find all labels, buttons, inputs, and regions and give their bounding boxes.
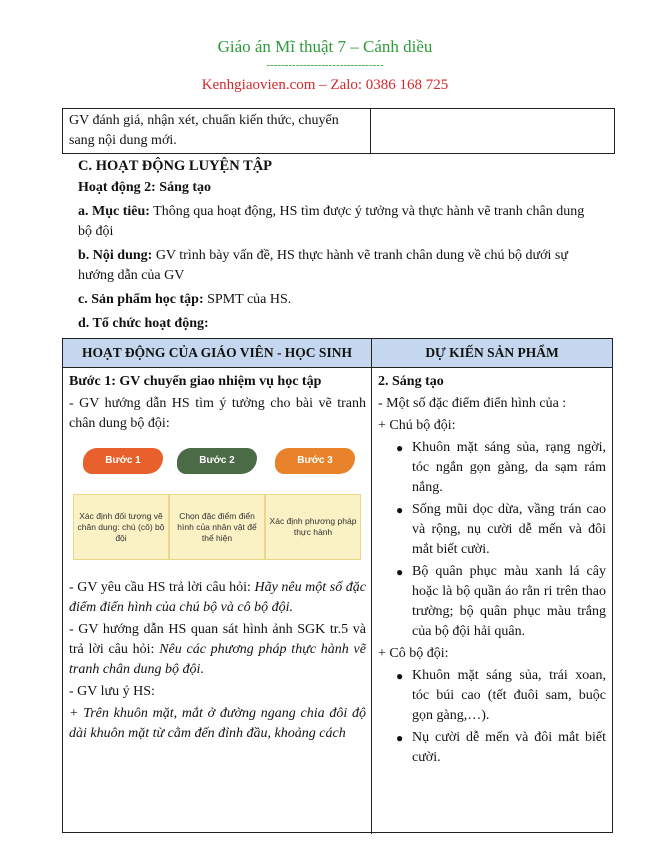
list-item-text: Bộ quân phục màu xanh lá cây hoặc là bộ quần áo rằn ri trên thao trường; bộ quân phục màu trắng của bộ đội hải quân. <box>412 564 606 639</box>
bullet-icon: ● <box>396 565 404 579</box>
table-header-teacher-student: HOẠT ĐỘNG CỦA GIÁO VIÊN - HỌC SINH <box>63 339 372 367</box>
instruction-2-question: Hãy nêu một số đặc điểm điển hình của chú bộ và cô bộ đội. <box>69 580 366 615</box>
instruction-paragraph-3 <box>69 620 366 680</box>
list-item <box>378 438 606 498</box>
header-site-link[interactable]: Kenhgiaovien.com – Zalo: 0386 168 725 <box>201 77 449 93</box>
product-text: SPMT của HS. <box>203 292 292 307</box>
female-traits-list <box>378 666 606 768</box>
list-item <box>378 500 606 560</box>
expected-product-column <box>372 368 612 834</box>
list-item-text: Khuôn mặt sáng sủa, rạng ngời, tóc ngắn gọn gàng, da sạm rám nắng. <box>412 440 606 495</box>
goal-paragraph <box>78 202 598 242</box>
step-2-card: Chọn đặc điểm điển hình của nhân vật để thể hiện <box>169 494 265 560</box>
instruction-3-question: Nêu các phương pháp thực hành vẽ tranh chân dung bộ đội. <box>69 642 366 677</box>
goal-label: a. Mục tiêu: <box>78 204 150 219</box>
section-heading: C. HOẠT ĐỘNG LUYỆN TẬP <box>78 158 273 174</box>
page-header <box>0 36 650 96</box>
step-1-card: Xác định đối tượng vẽ chân dung: chú (cô) bộ đội <box>73 494 169 560</box>
instruction-3-prefix: - GV hướng dẫn HS quan sát hình ảnh SGK tr.5 và trả lời câu hỏi: <box>69 622 366 657</box>
list-item-text: Khuôn mặt sáng sủa, trái xoan, tóc búi cao (tết đuôi sam, buộc gọn gàng,…). <box>412 668 606 723</box>
teacher-student-column <box>63 368 372 834</box>
step-title: Bước 1: GV chuyển giao nhiệm vụ học tập <box>69 374 322 389</box>
group-soldier-male: + Chú bộ đội: <box>378 418 456 433</box>
bullet-icon: ● <box>396 503 404 517</box>
table-header-expected-product: DỰ KIẾN SẢN PHẨM <box>425 345 559 360</box>
previous-row-text: GV đánh giá, nhận xét, chuẩn kiến thức, chuyển sang nội dung mới. <box>63 109 371 153</box>
step-3-card: Xác định phương pháp thực hành <box>265 494 361 560</box>
list-item <box>378 666 606 726</box>
header-title: Giáo án Mĩ thuật 7 – Cánh diều <box>217 37 433 56</box>
product-title: 2. Sáng tạo <box>378 374 444 389</box>
activity-table <box>62 338 613 833</box>
organization-label: d. Tổ chức hoạt động: <box>78 316 209 331</box>
list-item-text: Nụ cười dễ mến và đôi mắt biết cười. <box>412 730 606 765</box>
bullet-icon: ● <box>396 441 404 455</box>
list-item <box>378 562 606 642</box>
step-3-badge: Bước 3 <box>275 448 355 474</box>
step-1-badge: Bước 1 <box>83 448 163 474</box>
instruction-paragraph-5: + Trên khuôn mặt, mắt ở đường ngang chia đôi độ dài khuôn mặt từ cằm đến đỉnh đầu, khoảng cách <box>69 706 366 741</box>
instruction-paragraph-4: - GV lưu ý HS: <box>69 684 155 699</box>
step-2-badge: Bước 2 <box>177 448 257 474</box>
table-body-row <box>63 368 612 834</box>
instruction-paragraph-2 <box>69 578 366 618</box>
male-traits-list <box>378 438 606 642</box>
product-label: c. Sản phẩm học tập: <box>78 292 204 307</box>
previous-row-empty-cell <box>371 109 614 153</box>
steps-illustration <box>69 440 366 566</box>
bullet-icon: ● <box>396 731 404 745</box>
table-header-row <box>63 339 612 368</box>
activity-title: Hoạt động 2: Sáng tạo <box>78 180 212 195</box>
list-item <box>378 728 606 768</box>
goal-text: Thông qua hoạt động, HS tìm được ý tưởng và thực hành vẽ tranh chân dung bộ đội <box>78 204 585 239</box>
group-soldier-female: + Cô bộ đội: <box>378 646 449 661</box>
instruction-paragraph-1: - GV hướng dẫn HS tìm ý tưởng cho bài vẽ tranh chân dung bộ đội: <box>69 396 366 431</box>
list-item-text: Sống mũi dọc dừa, vầng trán cao và rộng, nụ cười dễ mến và đôi mắt biết cười. <box>412 502 606 557</box>
content-text: GV trình bày vấn đề, HS thực hành vẽ tranh chân dung về chú bộ dưới sự hướng dẫn của GV <box>78 248 568 283</box>
content-label: b. Nội dung: <box>78 248 153 263</box>
content-paragraph <box>78 246 598 286</box>
section-body <box>78 156 598 338</box>
bullet-icon: ● <box>396 669 404 683</box>
header-divider: -------------------------------- <box>266 59 384 71</box>
instruction-2-prefix: - GV yêu cầu HS trả lời câu hỏi: <box>69 580 255 595</box>
product-intro: - Một số đặc điểm điển hình của : <box>378 396 567 411</box>
previous-table-row <box>62 108 615 154</box>
product-paragraph <box>78 290 598 310</box>
